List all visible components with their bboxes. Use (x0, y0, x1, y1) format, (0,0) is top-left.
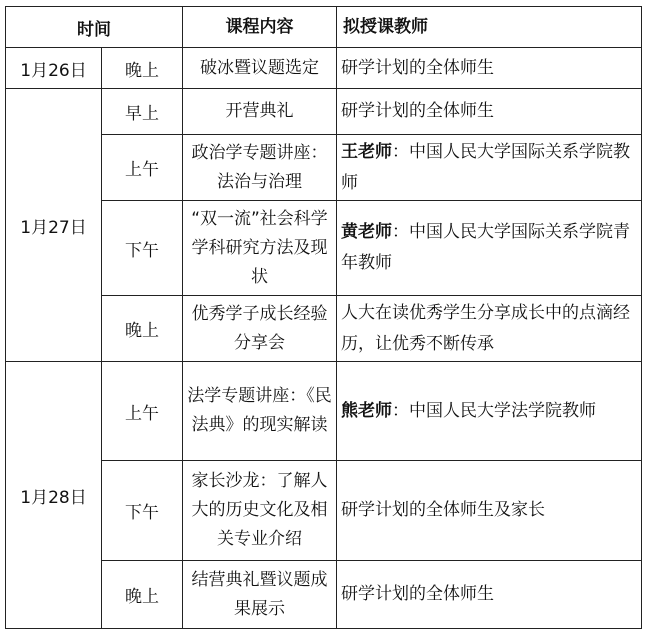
course-text: 结营典礼暨议题成果展示 (191, 569, 328, 619)
header-teacher: 拟授课教师 (337, 7, 642, 48)
course-text: 开营典礼 (225, 101, 294, 121)
date-cell: 1月28日 (6, 362, 102, 629)
course-text: “双一流”社会科学学科研究方法及现状 (191, 208, 328, 287)
date-cell: 1月27日 (6, 89, 102, 362)
slot-cell: 下午 (102, 201, 183, 296)
teacher-name: 王老师 (341, 141, 392, 162)
table-row (6, 135, 642, 201)
teacher-desc: ：中国人民大学国际关系学院青年教师 (341, 222, 630, 273)
teacher-desc: 研学计划的全体师生 (341, 584, 494, 604)
table-row (6, 362, 642, 461)
teacher-cell (337, 561, 642, 629)
table-row (6, 201, 642, 296)
table-row (6, 296, 642, 362)
teacher-cell (337, 296, 642, 362)
course-text: 家长沙龙：了解人大的历史文化及相关专业介绍 (191, 471, 328, 549)
teacher-desc: 人大在读优秀学生分享成长中的点滴经历，让优秀不断传承 (341, 302, 630, 354)
course-text: 破冰暨议题选定 (200, 57, 319, 78)
teacher-name: 黄老师 (341, 222, 392, 242)
teacher-cell (337, 201, 642, 296)
course-cell (183, 48, 337, 89)
table-row (6, 89, 642, 135)
slot-cell: 晚上 (102, 48, 183, 89)
slot-cell: 晚上 (102, 296, 183, 362)
course-text: 优秀学子成长经验分享会 (191, 303, 328, 353)
slot-cell: 上午 (102, 135, 183, 201)
slot-cell: 早上 (102, 89, 183, 135)
teacher-desc: ：中国人民大学法学院教师 (392, 400, 596, 421)
teacher-cell (337, 461, 642, 561)
teacher-desc: 研学计划的全体师生 (341, 101, 494, 121)
slot-cell: 晚上 (102, 561, 183, 629)
header-row (6, 7, 642, 48)
slot-cell: 下午 (102, 461, 183, 561)
course-text: 政治学专题讲座：法治与治理 (191, 142, 328, 192)
course-cell (183, 461, 337, 561)
schedule-table (5, 6, 642, 629)
date-cell: 1月26日 (6, 48, 102, 89)
table-row (6, 48, 642, 89)
course-text: 法学专题讲座：《民法典》的现实解读 (187, 386, 332, 435)
teacher-name: 熊老师 (341, 400, 392, 421)
course-cell (183, 296, 337, 362)
course-cell (183, 201, 337, 296)
teacher-cell (337, 135, 642, 201)
table-row (6, 561, 642, 629)
teacher-desc: ：中国人民大学国际关系学院教师 (341, 141, 630, 193)
teacher-cell (337, 89, 642, 135)
header-time: 时间 (6, 7, 183, 48)
table-row (6, 461, 642, 561)
teacher-cell (337, 48, 642, 89)
course-cell (183, 561, 337, 629)
course-cell (183, 362, 337, 461)
teacher-cell (337, 362, 642, 461)
teacher-desc: 研学计划的全体师生 (341, 57, 494, 78)
course-cell (183, 135, 337, 201)
header-course: 课程内容 (183, 7, 337, 48)
slot-cell: 上午 (102, 362, 183, 461)
teacher-desc: 研学计划的全体师生及家长 (341, 500, 545, 520)
course-cell (183, 89, 337, 135)
